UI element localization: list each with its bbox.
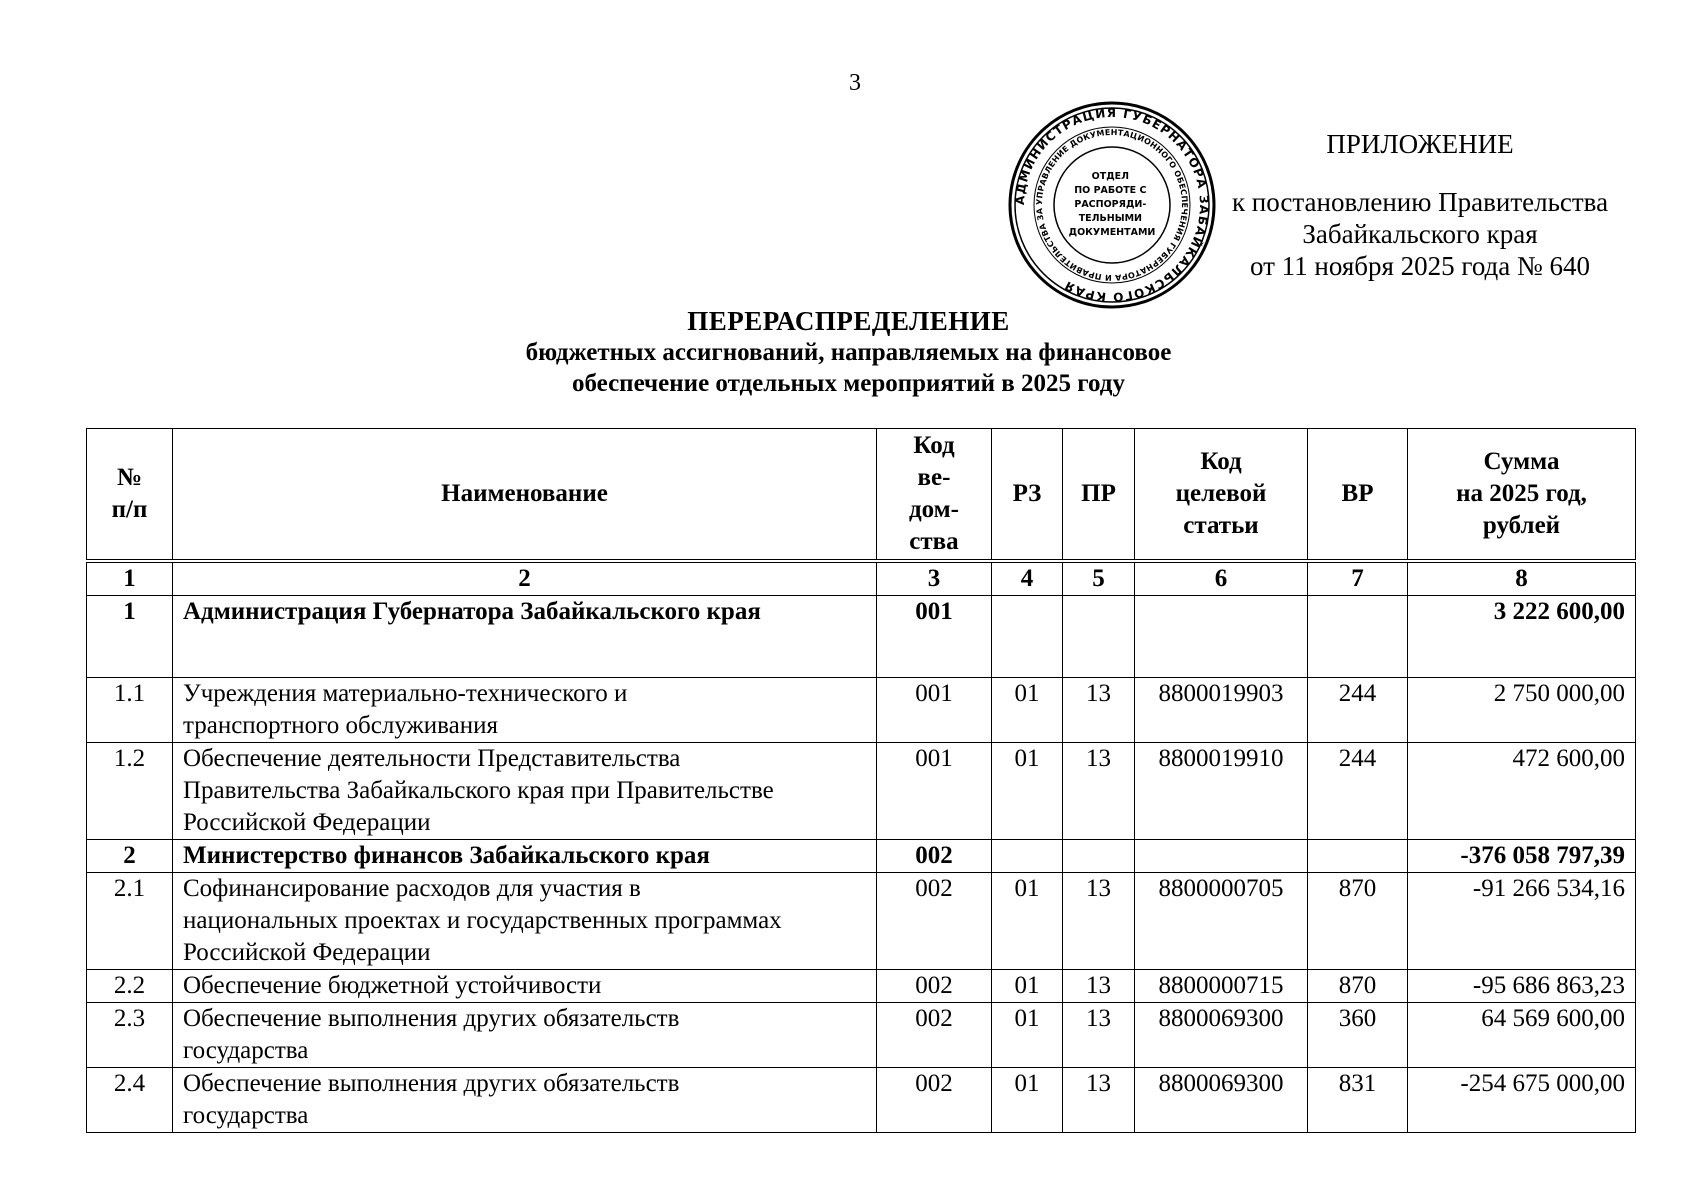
- cell-num: 2.3: [87, 1003, 173, 1068]
- cell-name-line: государства: [183, 1037, 309, 1064]
- cell-rz: 01: [992, 1068, 1063, 1133]
- cell-name: [173, 970, 877, 1003]
- appendix-line: от 11 ноября 2025 года № 640: [1249, 251, 1591, 281]
- cell-rz: 01: [992, 873, 1063, 970]
- header-text: Сумма: [1483, 448, 1560, 475]
- cell-dept: 001: [877, 678, 992, 743]
- cell-dept: 002: [877, 840, 992, 873]
- cell-vr: 831: [1308, 1068, 1408, 1133]
- budget-table: [86, 428, 1636, 1133]
- cell-vr: 244: [1308, 678, 1408, 743]
- header-dept: [877, 429, 992, 562]
- cell-target: 8800000705: [1135, 873, 1308, 970]
- cell-name: [173, 743, 877, 840]
- document-title: [0, 305, 1697, 399]
- header-text: дом-: [908, 496, 960, 523]
- header-sum: [1408, 429, 1636, 562]
- header-text: Код: [913, 432, 955, 459]
- header-target: [1135, 429, 1308, 562]
- cell-sum: 64 569 600,00: [1408, 1003, 1636, 1068]
- cell-name-line: Администрация Губернатора Забайкальского края: [183, 598, 761, 625]
- seal-center-line: ДОКУМЕНТАМИ: [1068, 227, 1156, 238]
- column-number: 8: [1408, 561, 1636, 596]
- table-row: [87, 743, 1636, 840]
- cell-pr: 13: [1063, 970, 1135, 1003]
- header-rz: РЗ: [992, 429, 1063, 562]
- appendix-line: Забайкальского края: [1302, 219, 1538, 249]
- page-number: 3: [849, 70, 861, 96]
- header-text: ства: [909, 528, 959, 555]
- title-line: ПЕРЕРАСПРЕДЕЛЕНИЕ: [687, 306, 1010, 336]
- appendix-title: ПРИЛОЖЕНИЕ: [1326, 129, 1514, 159]
- title-line: обеспечение отдельных мероприятий в 2025 году: [572, 370, 1125, 397]
- cell-rz: 01: [992, 678, 1063, 743]
- cell-target: 8800019910: [1135, 743, 1308, 840]
- cell-name-line: транспортного обслуживания: [183, 712, 498, 739]
- cell-target: [1135, 596, 1308, 678]
- seal-outer-text: АДМИНИСТРАЦИЯ ГУБЕРНАТОРА ЗАБАЙКАЛЬСКОГО КРАЯ: [1012, 105, 1212, 305]
- table-row: [87, 840, 1636, 873]
- cell-target: 8800069300: [1135, 1068, 1308, 1133]
- cell-sum: 472 600,00: [1408, 743, 1636, 840]
- cell-name: [173, 678, 877, 743]
- cell-sum: -376 058 797,39: [1408, 840, 1636, 873]
- table-row: [87, 1003, 1636, 1068]
- cell-num: 2.4: [87, 1068, 173, 1133]
- cell-name-line: Обеспечение выполнения других обязательств: [183, 1005, 680, 1032]
- cell-rz: 01: [992, 970, 1063, 1003]
- cell-name: [173, 873, 877, 970]
- cell-target: [1135, 840, 1308, 873]
- cell-rz: [992, 840, 1063, 873]
- cell-rz: 01: [992, 1003, 1063, 1068]
- cell-dept: 001: [877, 743, 992, 840]
- cell-pr: 13: [1063, 1003, 1135, 1068]
- cell-sum: -95 686 863,23: [1408, 970, 1636, 1003]
- seal-icon: [1007, 100, 1217, 310]
- header-text: рублей: [1482, 512, 1561, 539]
- header-num: [87, 429, 173, 562]
- cell-name-line: Правительства Забайкальского края при Правительстве: [183, 777, 774, 804]
- cell-vr: 244: [1308, 743, 1408, 840]
- appendix-block: [1200, 128, 1640, 282]
- cell-pr: 13: [1063, 1068, 1135, 1133]
- cell-sum: 2 750 000,00: [1408, 678, 1636, 743]
- header-text: статьи: [1183, 512, 1259, 539]
- column-number: 1: [87, 561, 173, 596]
- cell-target: 8800069300: [1135, 1003, 1308, 1068]
- cell-name: [173, 596, 877, 678]
- cell-dept: 002: [877, 1068, 992, 1133]
- cell-num: 2.2: [87, 970, 173, 1003]
- official-seal-stamp: [1007, 100, 1217, 310]
- column-number: 3: [877, 561, 992, 596]
- cell-name-line: Российской Федерации: [183, 939, 431, 966]
- cell-dept: 002: [877, 970, 992, 1003]
- column-number: 6: [1135, 561, 1308, 596]
- cell-sum: -91 266 534,16: [1408, 873, 1636, 970]
- header-text: Код: [1200, 448, 1242, 475]
- cell-dept: 002: [877, 873, 992, 970]
- cell-pr: [1063, 840, 1135, 873]
- cell-name: [173, 1068, 877, 1133]
- seal-center-line: ОТДЕЛ: [1091, 171, 1130, 182]
- cell-name-line: Софинансирование расходов для участия в: [183, 875, 641, 902]
- cell-rz: [992, 596, 1063, 678]
- cell-num: 1.1: [87, 678, 173, 743]
- column-number: 5: [1063, 561, 1135, 596]
- table-body: [87, 561, 1636, 1133]
- cell-name-line: государства: [183, 1102, 309, 1129]
- column-number: 2: [173, 561, 877, 596]
- cell-name: [173, 840, 877, 873]
- cell-name-line: Обеспечение бюджетной устойчивости: [183, 972, 602, 999]
- cell-num: 2.1: [87, 873, 173, 970]
- header-pr: ПР: [1063, 429, 1135, 562]
- cell-pr: 13: [1063, 678, 1135, 743]
- cell-name-line: национальных проектах и государственных программах: [183, 907, 782, 934]
- cell-dept: 001: [877, 596, 992, 678]
- column-number: 4: [992, 561, 1063, 596]
- seal-center-line: ТЕЛЬНЫМИ: [1078, 213, 1142, 224]
- header-vr: ВР: [1308, 429, 1408, 562]
- seal-center-line: РАСПОРЯДИ-: [1074, 199, 1147, 210]
- cell-sum: -254 675 000,00: [1408, 1068, 1636, 1133]
- header-text: ве-: [917, 464, 951, 491]
- cell-name-line: Обеспечение деятельности Представительства: [183, 745, 681, 772]
- title-line: бюджетных ассигнований, направляемых на финансовое: [525, 339, 1172, 366]
- appendix-line: к постановлению Правительства: [1231, 187, 1609, 217]
- cell-vr: 870: [1308, 970, 1408, 1003]
- cell-name-line: Обеспечение выполнения других обязательств: [183, 1070, 680, 1097]
- cell-vr: [1308, 840, 1408, 873]
- seal-center-line: ПО РАБОТЕ С: [1074, 185, 1147, 196]
- header-text: целевой: [1175, 480, 1267, 507]
- cell-dept: 002: [877, 1003, 992, 1068]
- cell-target: 8800019903: [1135, 678, 1308, 743]
- table-row: [87, 970, 1636, 1003]
- cell-pr: 13: [1063, 873, 1135, 970]
- column-number-row: [87, 561, 1636, 596]
- cell-rz: 01: [992, 743, 1063, 840]
- header-name: Наименование: [173, 429, 877, 562]
- cell-name-line: Учреждения материально-технического и: [183, 680, 628, 707]
- table-row: [87, 596, 1636, 678]
- cell-pr: [1063, 596, 1135, 678]
- cell-sum: 3 222 600,00: [1408, 596, 1636, 678]
- seal-middle-text: УПРАВЛЕНИЕ ДОКУМЕНТАЦИОННОГО ОБЕСПЕЧЕНИЯ ГУБЕРНАТОРА И ПРАВИТЕЛЬСТВА ЗА: [1034, 127, 1190, 283]
- cell-name-line: Российской Федерации: [183, 809, 431, 836]
- svg-text:ОТДЕЛ ПО РАБОТЕ С: [1069, 171, 1156, 238]
- table-row: [87, 873, 1636, 970]
- table-row: [87, 1068, 1636, 1133]
- cell-vr: [1308, 596, 1408, 678]
- cell-num: 1.2: [87, 743, 173, 840]
- cell-target: 8800000715: [1135, 970, 1308, 1003]
- cell-vr: 360: [1308, 1003, 1408, 1068]
- table-row: [87, 678, 1636, 743]
- header-text: п/п: [111, 496, 148, 523]
- cell-num: 1: [87, 596, 173, 678]
- table-header-row: [87, 429, 1636, 562]
- cell-pr: 13: [1063, 743, 1135, 840]
- header-text: на 2025 год,: [1456, 480, 1587, 507]
- header-text: №: [116, 464, 143, 491]
- cell-name: [173, 1003, 877, 1068]
- cell-vr: 870: [1308, 873, 1408, 970]
- cell-name-line: Министерство финансов Забайкальского края: [183, 842, 710, 869]
- column-number: 7: [1308, 561, 1408, 596]
- cell-num: 2: [87, 840, 173, 873]
